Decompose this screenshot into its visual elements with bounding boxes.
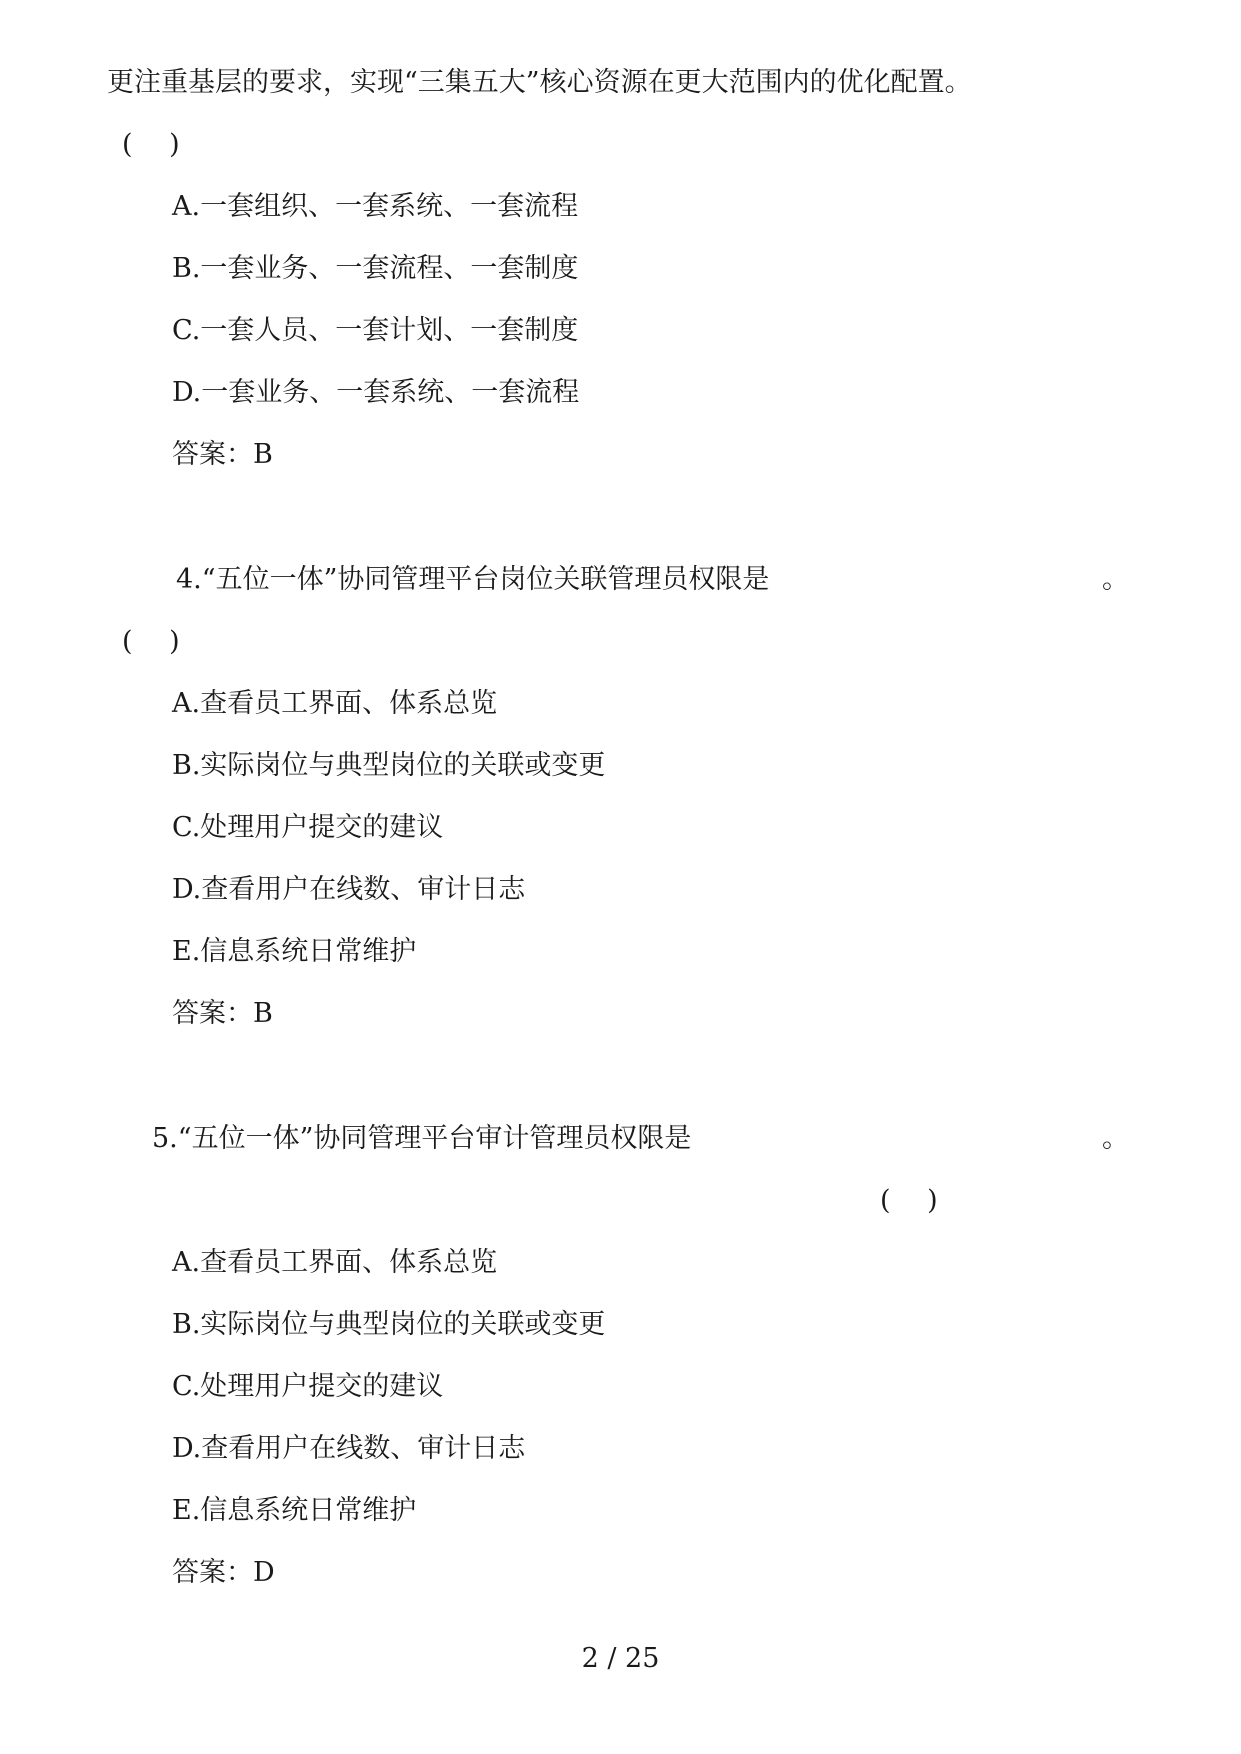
q3-stem-continuation: 更注重基层的要求，实现“三集五大”核心资源在更大范围内的优化配置。 bbox=[107, 67, 972, 98]
q5-stem: 5.“五位一体”协同管理平台审计管理员权限是 bbox=[152, 1123, 692, 1154]
q5-option-a: A.查看员工界面、体系总览 bbox=[172, 1247, 498, 1278]
q4-answer-parentheses: ( ) bbox=[122, 626, 194, 657]
q3-answer-parentheses: ( ) bbox=[122, 129, 194, 160]
q5-option-d: D.查看用户在线数、审计日志 bbox=[172, 1433, 526, 1464]
q3-option-b: B.一套业务、一套流程、一套制度 bbox=[172, 253, 579, 284]
page-number: 2 / 25 bbox=[581, 1643, 660, 1674]
q5-answer-parentheses: ( ) bbox=[880, 1185, 952, 1216]
q4-stem-end: 。 bbox=[1102, 564, 1129, 595]
q3-option-d: D.一套业务、一套系统、一套流程 bbox=[172, 377, 580, 408]
q3-option-a: A.一套组织、一套系统、一套流程 bbox=[172, 191, 579, 222]
q5-stem-end: 。 bbox=[1102, 1123, 1129, 1154]
q5-option-e: E.信息系统日常维护 bbox=[172, 1495, 417, 1526]
q4-answer: 答案：B bbox=[172, 998, 273, 1029]
q4-option-a: A.查看员工界面、体系总览 bbox=[172, 688, 498, 719]
q3-answer: 答案：B bbox=[172, 439, 273, 470]
q4-option-d: D.查看用户在线数、审计日志 bbox=[172, 874, 526, 905]
q3-option-c: C.一套人员、一套计划、一套制度 bbox=[172, 315, 579, 346]
q4-option-b: B.实际岗位与典型岗位的关联或变更 bbox=[172, 750, 606, 781]
q4-option-e: E.信息系统日常维护 bbox=[172, 936, 417, 967]
q5-option-c: C.处理用户提交的建议 bbox=[172, 1371, 444, 1402]
q5-answer: 答案：D bbox=[172, 1557, 275, 1588]
q5-option-b: B.实际岗位与典型岗位的关联或变更 bbox=[172, 1309, 606, 1340]
q4-option-c: C.处理用户提交的建议 bbox=[172, 812, 444, 843]
q4-stem: 4.“五位一体”协同管理平台岗位关联管理员权限是 bbox=[176, 564, 770, 595]
